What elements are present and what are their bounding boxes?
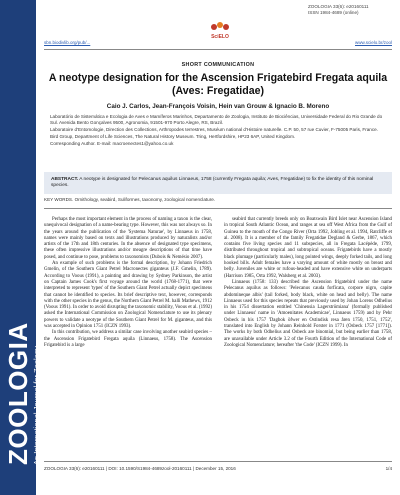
journal-sidebar bbox=[0, 0, 41, 495]
article-title bbox=[44, 72, 392, 98]
author-list: Caio J. Carlos, Jean-François Voisin, Hein van Grouw & Ignacio B. Moreno bbox=[106, 103, 330, 110]
affiliations bbox=[50, 114, 386, 148]
website-link[interactable]: www.scielo.br/zool bbox=[354, 40, 392, 45]
abstract-text: A neotype is designated for Pelecanus aquilus Linnaeus, 1758 (currently Fregata aquila; Aves, Fregatidae) to fix the identity of this nominal species. bbox=[51, 177, 374, 189]
footer-citation: ZOOLOGIA 33(6): e20160111 | DOI: 10.1590/S1984-4689zool-20160111 | December 15, 2016 bbox=[44, 466, 236, 471]
abstract-box bbox=[44, 172, 392, 194]
keywords-label: KEY WORDS. bbox=[44, 197, 74, 202]
affiliation-3: Bird Group, Department of Life Sciences, The Natural History Museum. Tring, Hertfordshire, HP23 6AP, United Kingdom. bbox=[50, 134, 296, 139]
journal-name: ZOOLOGIA bbox=[3, 322, 33, 465]
journal-issue: ZOOLOGIA 33(6): e20160111 bbox=[308, 4, 369, 9]
paragraph: In this contribution, we address a similar case involving another seabird species – the Ascension Frigatebird Fregata aquila (Linnaeus, 1758). The Ascension Frigatebird is a large bbox=[44, 330, 212, 348]
body-column-left bbox=[44, 217, 212, 349]
paragraph: Perhaps the most important element in the process of naming a taxon is the clear, unequivocal designation of a name-bearing type. However, this was not always so. In the years around the publication of the 'Systema Naturae', by Linnaeus in 1758, names were mainly based on texts and illustrations produced by naturalists and/or artists of the 17th and 18th centuries. In the absence of designated type specimens, these often impressive illustrations and/or meagre descriptions of that time have posed, and continue to pose, problems to taxonomists (Dubois & Nemésio 2007). bbox=[44, 217, 212, 260]
abstract-label: ABSTRACT. bbox=[51, 177, 79, 182]
section-label: SHORT COMMUNICATION bbox=[181, 62, 255, 68]
doi-link[interactable]: sbn.biodivlib.org/pub/... bbox=[44, 40, 91, 45]
footer-divider bbox=[44, 461, 392, 462]
body-text bbox=[44, 217, 392, 454]
page-number: 1/4 bbox=[385, 466, 392, 471]
abstract-divider bbox=[44, 208, 392, 209]
article-title-line2: (Aves: Fregatidae) bbox=[171, 85, 265, 97]
paragraph: seabird that currently breeds only on Boatswain Bird Islet near Ascension Island in tropical South Atlantic Ocean, and ranges at sea off West Africa from the Gulf of Guinea to the mouth of the Congo River (Orta 1992, Jobling et al. 1994, Ratcliffe et al. 2008). It is a member of the family Fregatidae Degland & Gerbe, 1867, which contains five living species and 11 subspecies, all in Fregata Lacépède, 1799, distributed throughout tropical and subtropical oceans. Frigatebirds have a mostly black plumage (particularly males), long pointed wings, deeply forked tails, and long hooked bills. Adult females have a varying amount of white mostly on breast and belly. Juveniles are white or rufous-headed and have extensive white on underparts (Harrison 1985, Orta 1992, Walsberg et al. 2003). bbox=[224, 217, 392, 279]
journal-meta bbox=[308, 4, 392, 16]
paragraph: Linnaeus (1758: 133) described the Ascension frigatebird under the name Pelecanus aquilus as follows: 'Pelecanus cauda forficata, corpore nigro, capite abdomineque albis' (tail forked, body black, white on head and belly). The name Linnaeus used for this species repeats that previously used by Johan Lorens Odhelius in his 1754 dissertation entitled 'Chinensia Lagerströmiana' (formally published under Linnaeus' name in 'Amoenitates Academicae', Linnaeus 1759) and by Pehr Osbeck in his 1757 'Dagbok öfwer en Ostindisk resa åren 1750, 1751, 1752', translated into English by Johann Reinhold Forster in 1771 (Osbeck 1757 [1771]). The works by both Odhelius and Osbeck are binomial, but being earlier than 1758, are unavailable under Article 3.2 of the Fourth Edition of the International Code of Zoological Nomenclature; hereafter 'the Code' (ICZN 1999). In bbox=[224, 279, 392, 348]
footer bbox=[44, 466, 392, 471]
corresponding-author: Corresponding Author. E-mail: macroenectes1@yahoo.co.uk bbox=[50, 141, 174, 146]
keywords-text: Ornithology, seabird, Suliformes, taxonomy, zoological nomenclature. bbox=[74, 197, 216, 202]
logo-text: SciELO bbox=[211, 34, 229, 40]
journal-issn: ISSN 1984-4689 (online) bbox=[308, 10, 359, 15]
affiliation-1: Laboratório de Sistemática e Ecologia de Aves e Mamíferos Marinhos, Departamento de Zoologia, Instituto de Biociências, Universidade Federal do Rio Grande do Sul. Avenida Bento Gonçalves 9500, Agronomia, 91501-970 Porto Alegre, RS, Brazil. bbox=[50, 114, 383, 125]
journal-subtitle: An International Journal for Zoology bbox=[32, 346, 41, 465]
paragraph: An example of such problems is the formal description, by Johann Friedrich Gmelin, of the Southern Giant Petrel Macronectes giganteus (J.F. Gmelin, 1789). According to Voous (1991), a painting and drawing by Sydney Parkinson, the artist on Captain James Cook's first voyage around the world (1768-1771), that were interpreted to represent 'types' of the Southern Giant Petrel actually depict specimens that cannot be identified to species. Its brief descriptive text, however, corresponds with the other species in the genus, the Northern Giant Petrel M. halli Mathews, 1912 (Voous 1991). In order to avoid disrupting the taxonomic stability, Voous et al. (1992) asked the International Commission on Zoological Nomenclature to use its plenary powers to validate a neotype of the Southern Giant Petrel for M. giganteus, and this was accepted in Opinion 1751 (ICZN 1993). bbox=[44, 261, 212, 330]
header-divider bbox=[44, 49, 392, 50]
scielo-logo-icon bbox=[209, 20, 231, 34]
header-links bbox=[44, 40, 392, 45]
keywords bbox=[44, 197, 392, 202]
affiliation-2: Laboratoire d'Entomologie, Direction des Collections, Arthropodes terrestres, Muséum national d'Histoire naturelle. C.P. 50, 57 rue Cuvier, F-75005 Paris, France. bbox=[50, 127, 378, 132]
body-column-right bbox=[224, 217, 392, 349]
scielo-logo[interactable] bbox=[205, 20, 235, 40]
article-title-line1: A neotype designation for the Ascension Frigatebird Fregata aquila bbox=[48, 72, 388, 84]
